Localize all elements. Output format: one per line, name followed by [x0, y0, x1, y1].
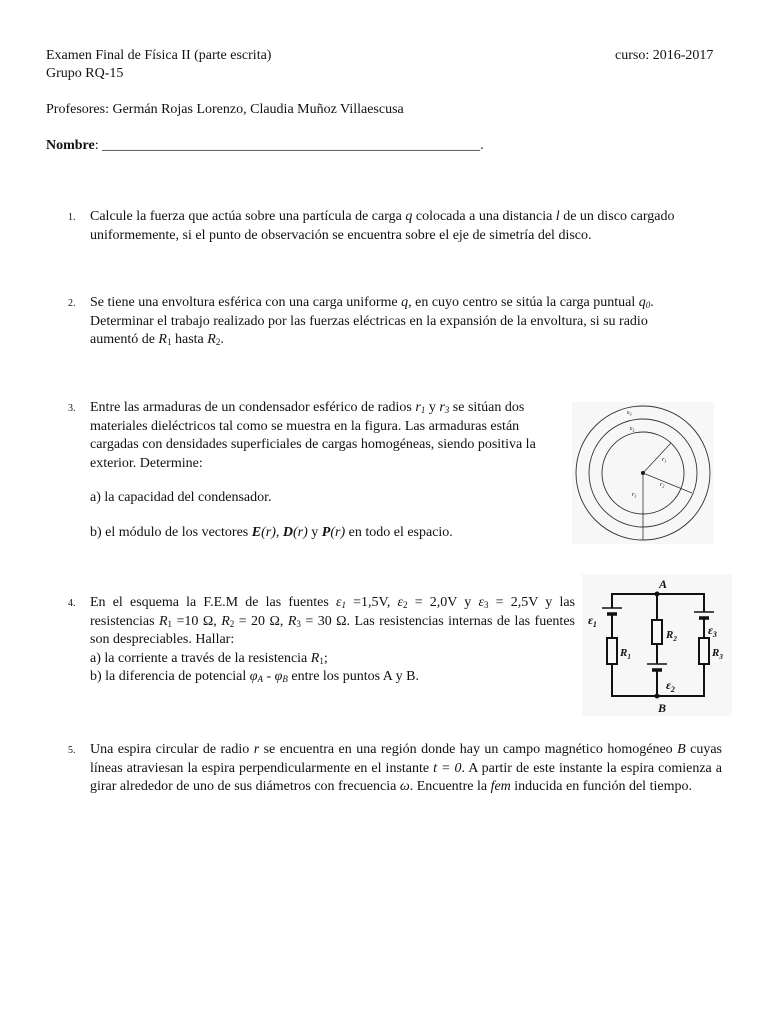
node-b-label: B — [658, 701, 667, 715]
label-r3: $R_3$ — [712, 647, 723, 661]
question-2-number: 2. — [68, 298, 76, 309]
professors-line: Profesores: Germán Rojas Lorenzo, Claudia Muñoz Villaescusa — [46, 102, 404, 117]
name-blank: : ______________________________________________________. — [94, 138, 484, 153]
label-eps3: $\varepsilon_3$ — [627, 410, 632, 417]
question-3-number: 3. — [68, 403, 76, 414]
label-r2: $r_2$ — [660, 482, 665, 489]
question-1-number: 1. — [68, 212, 76, 223]
label-e2: $\varepsilon_2$ — [666, 678, 675, 694]
label-r1: $r_1$ — [662, 457, 667, 464]
question-2-text: Se tiene una envoltura esférica con una carga uniforme q, en cuyo centro se sitúa la carga puntual $q_0$. Determinar el trabajo realizado por las fuerzas eléctricas en la expansión de la envoltura, si su radio aumentó de $R_1$ hasta $R_2$. — [90, 295, 654, 347]
spherical-capacitor-figure — [572, 402, 714, 544]
question-5-number: 5. — [68, 745, 76, 756]
question-4-part-a: a) la corriente a través de la resistencia $R_1$; — [90, 651, 328, 666]
label-e1: $\varepsilon_1$ — [588, 613, 597, 629]
question-5-text: Una espira circular de radio r se encuentra en una región donde hay un campo magnético homogéneo B cuyas líneas atraviesan la espira perpendicularmente en el instante t = 0. A partir de este instante la espira comienza a girar alrededor de uno de sus diámetros con frecuencia ω. Encuentre la fem inducida en función del tiempo. — [90, 742, 722, 794]
label-r1: $R_1$ — [620, 647, 631, 661]
node-a-label: A — [659, 577, 668, 591]
label-eps2: $\varepsilon_2$ — [630, 426, 635, 433]
question-3-text: Entre las armaduras de un condensador esférico de radios $r_1$ y $r_3$ se sitúan dos materiales dieléctricos tal como se muestra en la figura. Las armaduras están cargadas con densidades superficiales de cargas homogéneas, siendo positiva la exterior. Determine: — [90, 400, 536, 471]
group-code: Grupo RQ-15 — [46, 66, 124, 81]
exam-title: Examen Final de Física II (parte escrita) — [46, 48, 272, 63]
name-field — [46, 137, 484, 155]
name-label: Nombre — [46, 138, 95, 153]
node-b-dot — [655, 694, 660, 699]
label-r3: $r_3$ — [632, 492, 637, 499]
question-4-number: 4. — [68, 598, 76, 609]
circuit-diagram — [582, 574, 732, 716]
question-4-part-b: b) la diferencia de potencial $\varphi_A - \varphi_B$ entre los puntos A y B. — [90, 669, 419, 684]
course-year: curso: 2016-2017 — [615, 48, 714, 63]
question-3-part-a: a) la capacidad del condensador. — [90, 490, 272, 505]
node-a-dot — [655, 592, 660, 597]
question-1-text: Calcule la fuerza que actúa sobre una partícula de carga q colocada a una distancia l de un disco cargado uniformemente, si el punto de observación se encuentra sobre el eje de simetría del disco. — [90, 209, 675, 243]
question-4-text: En el esquema la F.E.M de las fuentes $\varepsilon_1 =1,5V$, $\varepsilon_2 = 2,0V$ y $\varepsilon_3 = 2,5V$ y las resistencias $R_1 =10$ Ω, $R_2 = 20$ Ω, $R_3 = 30$ Ω. Las resistencias internas de las fuentes son despreciables. Hallar: — [90, 595, 575, 647]
label-e3: $\varepsilon_3$ — [708, 623, 717, 639]
question-3-part-b: b) el módulo de los vectores E(r), D(r) y P(r) en todo el espacio. — [90, 525, 453, 540]
label-r2: $R_2$ — [666, 629, 677, 643]
